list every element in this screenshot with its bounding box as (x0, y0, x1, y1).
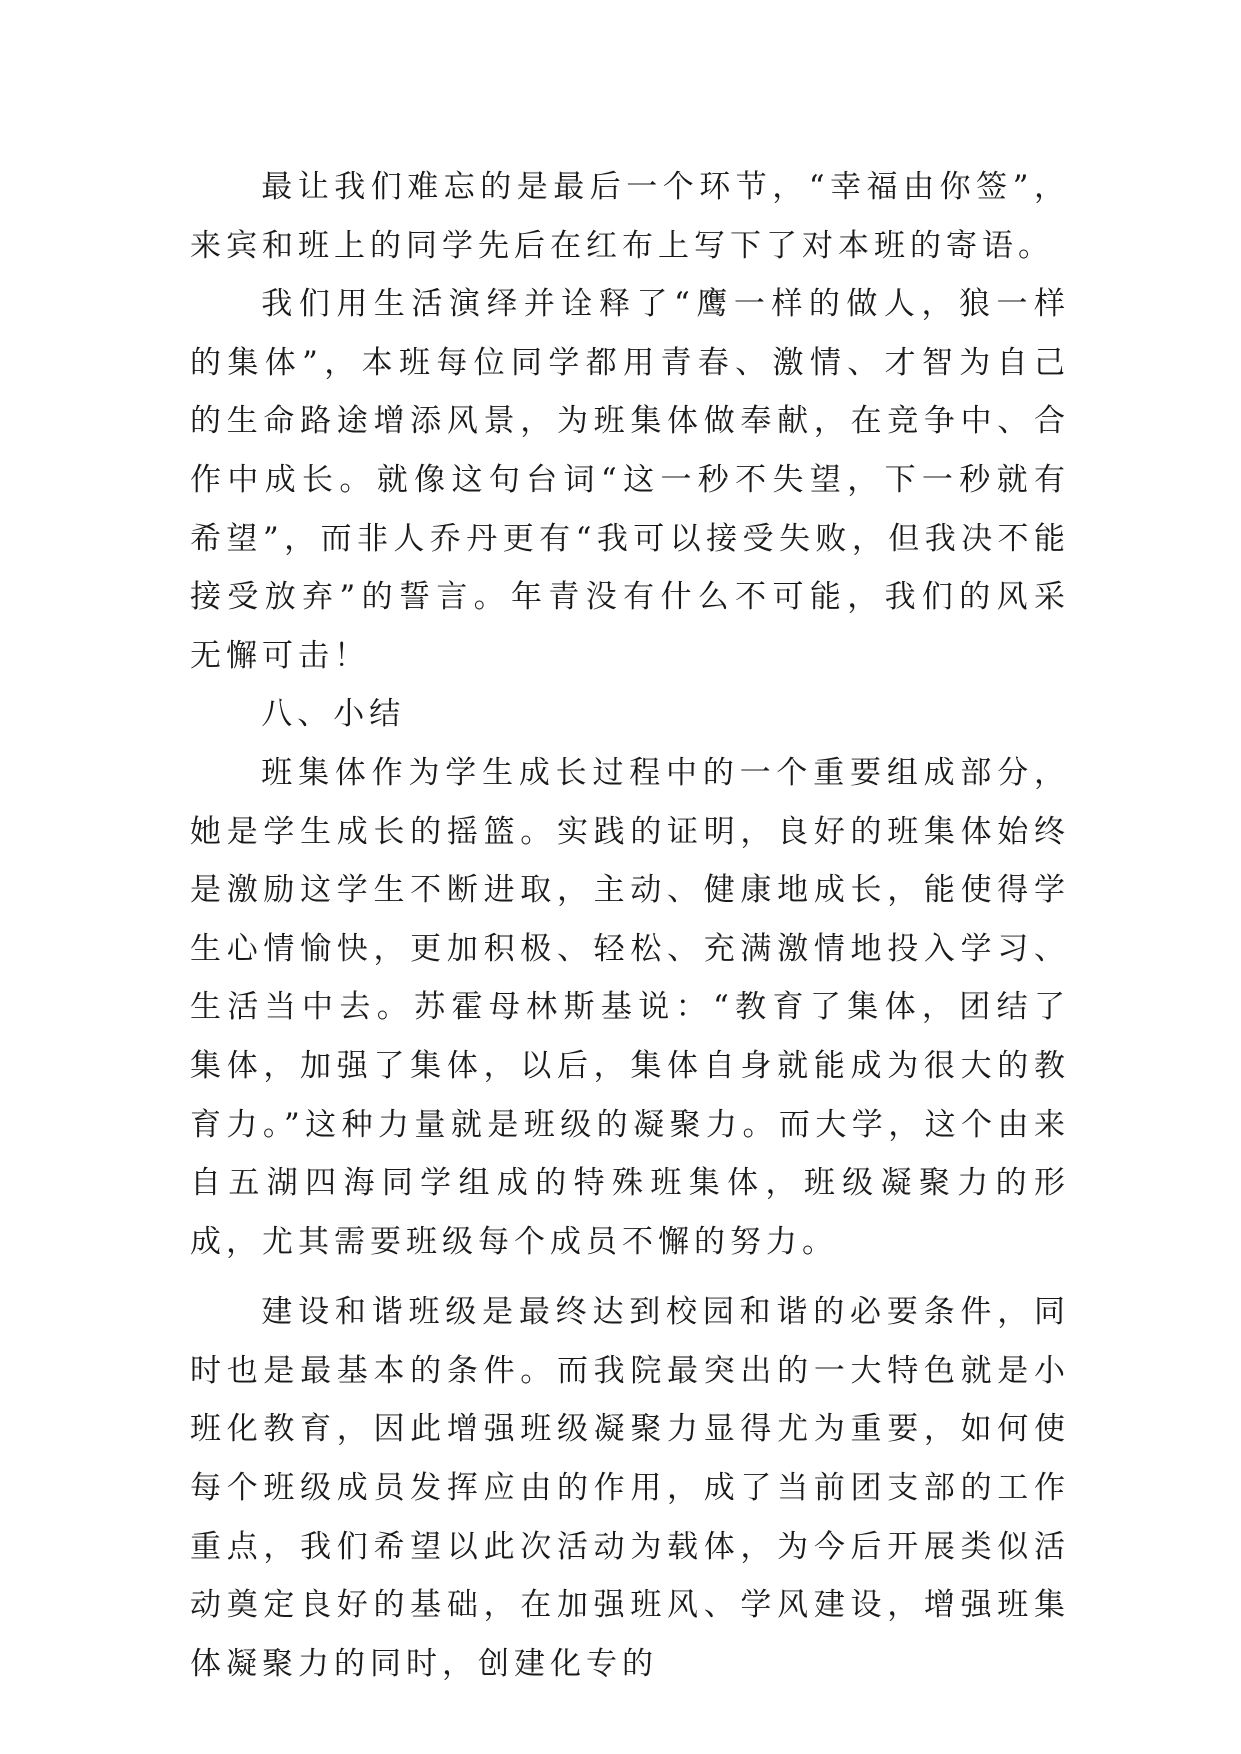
paragraph-closing-activity: 最让我们难忘的是最后一个环节，“幸福由你签”，来宾和班上的同学先后在红布上写下了对本班的寄语。 (190, 169, 1070, 264)
paragraph-summary-class-collective: 班集体作为学生成长过程中的一个重要组成部分，她是学生成长的摇篮。实践的证明，良好的班集体始终是激励这学生不断进取，主动、健康地成长，能使得学生心情愉快，更加积极、轻松、充满激情地投入学习、生活当中去。苏霍母林斯基说：“教育了集体，团结了集体，加强了集体，以后，集体自身就能成为很大的教育力。”这种力量就是班级的凝聚力。而大学，这个由来自五湖四海同学组成的特殊班集体，班级凝聚力的形成，尤其需要班级每个成员不懈的努力。 (190, 754, 1070, 1260)
paragraph-class-spirit: 我们用生活演绎并诠释了“鹰一样的做人，狼一样的集体”，本班每位同学都用青春、激情、才智为自己的生命路途增添风景，为班集体做奉献，在竞争中、合作中成长。就像这句台词“这一秒不失望，下一秒就有希望”，而非人乔丹更有“我可以接受失败，但我决不能接受放弃”的誓言。年青没有什么不可能，我们的风采无懈可击！ (190, 286, 1070, 674)
section-heading-summary: 八、小结 (261, 696, 406, 733)
paragraph-spacer (190, 1271, 1070, 1283)
paragraph-harmonious-class: 建设和谐班级是最终达到校园和谐的必要条件，同时也是最基本的条件。而我院最突出的一大特色就是小班化教育，因此增强班级凝聚力显得尤为重要，如何使每个班级成员发挥应由的作用，成了当前团支部的工作重点，我们希望以此次活动为载体，为今后开展类似活动奠定良好的基础，在加强班风、学风建设，增强班集体凝聚力的同时，创建化专的 (190, 1294, 1070, 1682)
body-text (190, 158, 1070, 1693)
